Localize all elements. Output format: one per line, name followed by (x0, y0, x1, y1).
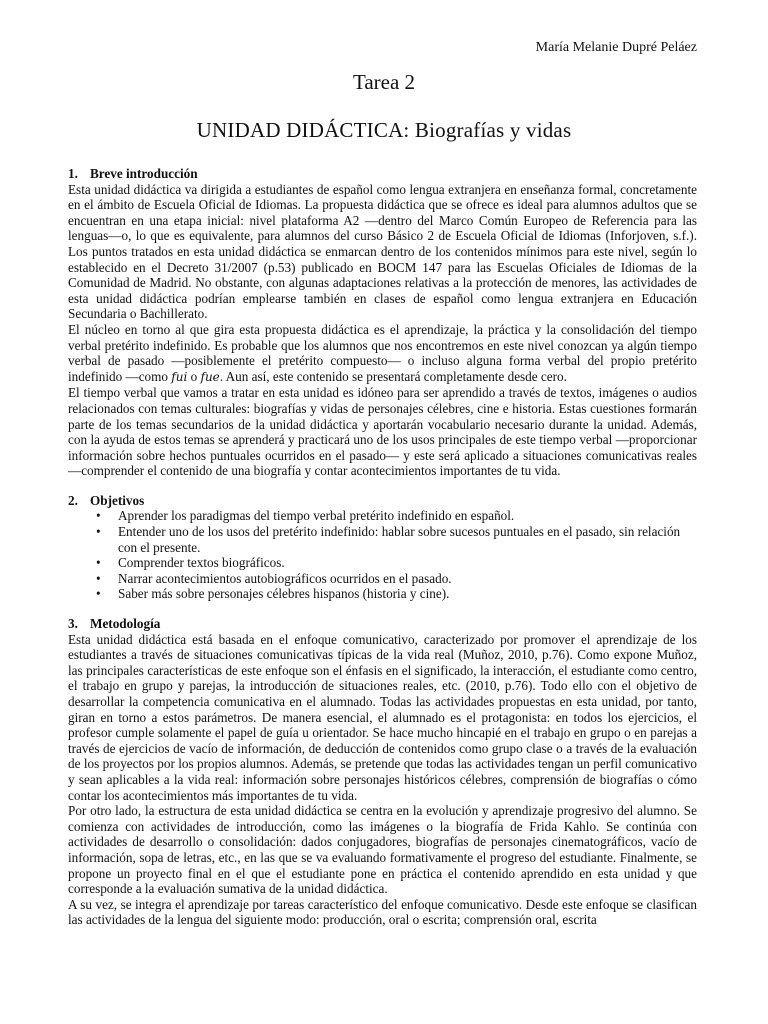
list-item: • Comprender textos biográficos. (118, 555, 697, 571)
paragraph: El tiempo verbal que vamos a tratar en esta unidad es idóneo para ser aprendido a través de textos, imágenes o audios relacionados con temas culturales: biografías y vidas de personajes célebres, cine e historia. Estas cuestiones formarán parte de los temas secundarios de la unidad didáctica y aportarán vocabulario necesario durante la unidad. Además, con la ayuda de estos temas se aprenderá y practicará uno de los usos principales de este tiempo verbal —proporcionar información sobre hechos puntuales ocurridos en el pasado— y este será aplicado a situaciones comunicativas reales —comprender el contenido de una biografía y contar acontecimientos importantes de tu vida. (68, 385, 697, 479)
section-number: 2. (68, 492, 78, 508)
task-heading: Tarea 2 (352, 70, 416, 94)
section-heading-objetivos (68, 493, 697, 509)
list-item: • Narrar acontecimientos autobiográficos ocurridos en el pasado. (118, 571, 697, 587)
paragraph-text: o (187, 368, 201, 384)
section-heading-introduccion (68, 166, 697, 182)
document-body (68, 166, 697, 928)
paragraph-text: El núcleo en torno al que gira esta propuesta didáctica es el aprendizaje, la práctica y la consolidación del tiempo verbal pretérito indefinido. Es probable que los alumnos que nos encontremos en este nivel conozcan ya algún tiempo verbal de pasado —posiblemente el pretérito compuesto— o incluso alguna forma verbal del propio pretérito indefinido —como (68, 321, 697, 384)
objectives-list (68, 508, 697, 602)
paragraph: Esta unidad didáctica está basada en el enfoque comunicativo, caracterizado por promover el aprendizaje de los estudiantes a través de situaciones comunicativas típicas de la vida real (Muñoz, 2010, p.76). Como expone Muñoz, las principales características de este enfoque son el énfasis en el significado, la interacción, el estudiante como centro, el trabajo en grupo y parejas, la introducción de situaciones reales, etc. (2010, p.76). Todo ello con el objetivo de desarrollar la competencia comunicativa en el alumnado. Todas las actividades propuestas en esta unidad, por tanto, giran en torno a estos parámetros. De manera esencial, el alumnado es el protagonista: en todos los ejercicios, el profesor cumple solamente el papel de guía u orientador. Se hace mucho hincapié en el trabajo en grupo o en parejas a través de ejercicios de vacío de información, de deducción de contenidos como grupo clase o a través de la evaluación de los proyectos por los propios alumnos. Además, se pretende que todas las actividades tengan un perfil comunicativo y sean aplicables a la vida real: información sobre personajes históricos célebres, comprensión de biografías o cómo contar los acontecimientos más importantes de tu vida. (68, 631, 697, 803)
example-word-fui: fui (171, 369, 188, 384)
list-item: • Saber más sobre personajes célebres hispanos (historia y cine). (118, 586, 697, 602)
section-heading-metodologia (68, 616, 697, 632)
section-number: 1. (68, 166, 78, 181)
paragraph-text: . Aun así, este contenido se presentará completamente desde cero. (219, 368, 567, 384)
paragraph: Por otro lado, la estructura de esta unidad didáctica se centra en la evolución y aprendizaje progresivo del alumno. Se comienza con actividades de introducción, como las imágenes o la biografía de Frida Kahlo. Se continúa con actividades de desarrollo o consolidación: dados conjugadores, biografías de personajes cinematográficos, vacío de información, sopa de letras, etc., en las que se va evaluando formativamente el progreso del estudiante. Finalmente, se propone un proyecto final en el que el estudiante pone en práctica el contenido aprendido en esta unidad y que corresponde a la evaluación sumativa de la unidad didáctica. (68, 803, 697, 897)
paragraph: Esta unidad didáctica va dirigida a estudiantes de español como lengua extranjera en enseñanza formal, concretamente en el ámbito de Escuela Oficial de Idiomas. La propuesta didáctica que se ofrece es ideal para alumnos adultos que se encuentran en una etapa inicial: nivel plataforma A2 —dentro del Marco Común Europeo de Referencia para las lenguas—o, lo que es equivalente, para alumnos del curso Básico 2 de Escuela Oficial de Idiomas (Inforjoven, s.f.). Los puntos tratados en esta unidad didáctica se enmarcan dentro de los contenidos mínimos para este nivel, según lo establecido en el Decreto 31/2007 (p.53) publicado en BOCM 147 para las Escuelas Oficiales de Idiomas de la Comunidad de Madrid. No obstante, con algunas adaptaciones relativas a la protección de menores, las actividades de esta unidad didáctica podrían emplearse también en clases de español como lengua extranjera en Educación Secundaria o Bachillerato. (68, 181, 697, 322)
section-title: Objetivos (90, 492, 145, 508)
paragraph (68, 322, 697, 385)
section-title: Metodología (90, 616, 161, 632)
paragraph: A su vez, se integra el aprendizaje por tareas característico del enfoque comunicativo. Desde este enfoque se clasifican las actividades de la lengua del siguiente modo: producción, oral o escrita; comprensión oral, escrita (68, 896, 697, 928)
author-name: María Melanie Dupré Peláez (535, 40, 697, 55)
list-item: • Aprender los paradigmas del tiempo verbal pretérito indefinido en español. (118, 508, 697, 524)
section-number: 3. (68, 616, 78, 632)
list-item: • Entender uno de los usos del pretérito indefinido: hablar sobre sucesos puntuales en el pasado, sin relación con el presente. (118, 524, 697, 555)
example-word-fue: fue (200, 369, 220, 384)
document-title: UNIDAD DIDÁCTICA: Biografías y vidas (196, 118, 572, 142)
section-title: Breve introducción (90, 166, 198, 181)
